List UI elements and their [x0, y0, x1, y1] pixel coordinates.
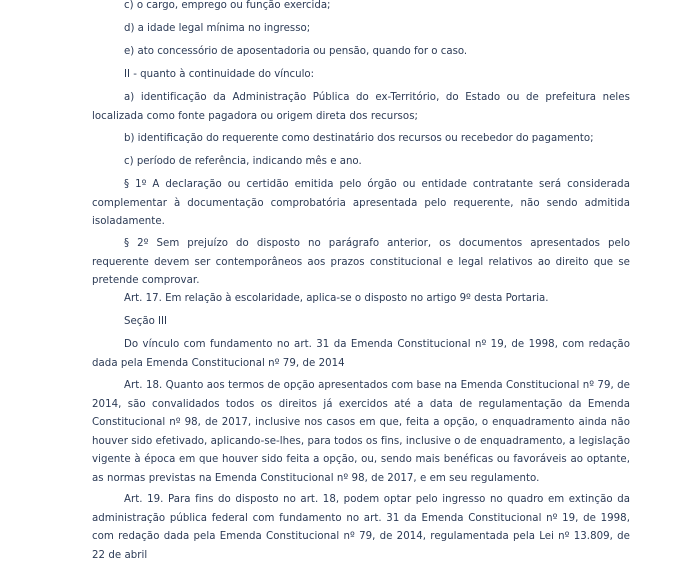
paragraph-b-identificacao: b) identificação do requerente como destinatário dos recursos ou recebedor do pagamento; [124, 133, 594, 144]
paragraph-ii-continuidade: II - quanto à continuidade do vínculo: [124, 69, 315, 80]
paragraph-paragrafo-2: § 2º Sem prejuízo do disposto no parágrafo anterior, os documentos apresentados pelo requerente devem ser contemporâneos aos prazos constitucional e legal relativos ao direito que se pretende comprovar. [92, 238, 630, 286]
paragraph-e-ato: e) ato concessório de aposentadoria ou pensão, quando for o caso. [124, 46, 468, 57]
section-heading-secao-iii: Seção III [124, 316, 168, 327]
section-subtitle-vinculo: Do vínculo com fundamento no art. 31 da Emenda Constitucional nº 19, de 1998, com redação dada pela Emenda Constitucional nº 79, de 2014 [92, 339, 630, 369]
paragraph-a-identificacao: a) identificação da Administração Pública do ex-Território, do Estado ou de prefeitura neles localizada como fonte pagadora ou origem direta dos recursos; [92, 92, 630, 122]
paragraph-art-18: Art. 18. Quanto aos termos de opção apresentados com base na Emenda Constitucional nº 79, de 2014, são convalidados todos os direitos já exercidos até a data de regulamentação da Emenda Constitucional nº 98, de 2017, inclusive nos casos em que, feita a opção, o enquadramento ainda não houver sido efetivado, aplicando-se-lhes, para todos os fins, inclusive o de enquadramento, a legislação vigente à época em que houver sido feita a opção, ou, sendo mais benéficas ou favoráveis ao optante, as normas previstas na Emenda Constitucional nº 98, de 2017, e em seu regulamento. [92, 380, 630, 484]
paragraph-art-19: Art. 19. Para fins do disposto no art. 18, podem optar pelo ingresso no quadro em extinção da administração pública federal com fundamento no art. 31 da Emenda Constitucional nº 19, de 1998, com redação dada pela Emenda Constitucional nº 79, de 2014, regulamentada pela Lei nº 13.809, de 22 de abril [92, 494, 630, 561]
paragraph-paragrafo-1: § 1º A declaração ou certidão emitida pelo órgão ou entidade contratante será considerada complementar à documentação comprobatória apresentada pelo requerente, não sendo admitida isoladamente. [92, 179, 630, 227]
paragraph-d-idade: d) a idade legal mínima no ingresso; [124, 23, 311, 34]
paragraph-c-periodo: c) período de referência, indicando mês e ano. [124, 156, 362, 167]
paragraph-c-cargo: c) o cargo, emprego ou função exercida; [124, 0, 331, 11]
paragraph-art-17: Art. 17. Em relação à escolaridade, aplica-se o disposto no artigo 9º desta Portaria. [124, 293, 549, 304]
